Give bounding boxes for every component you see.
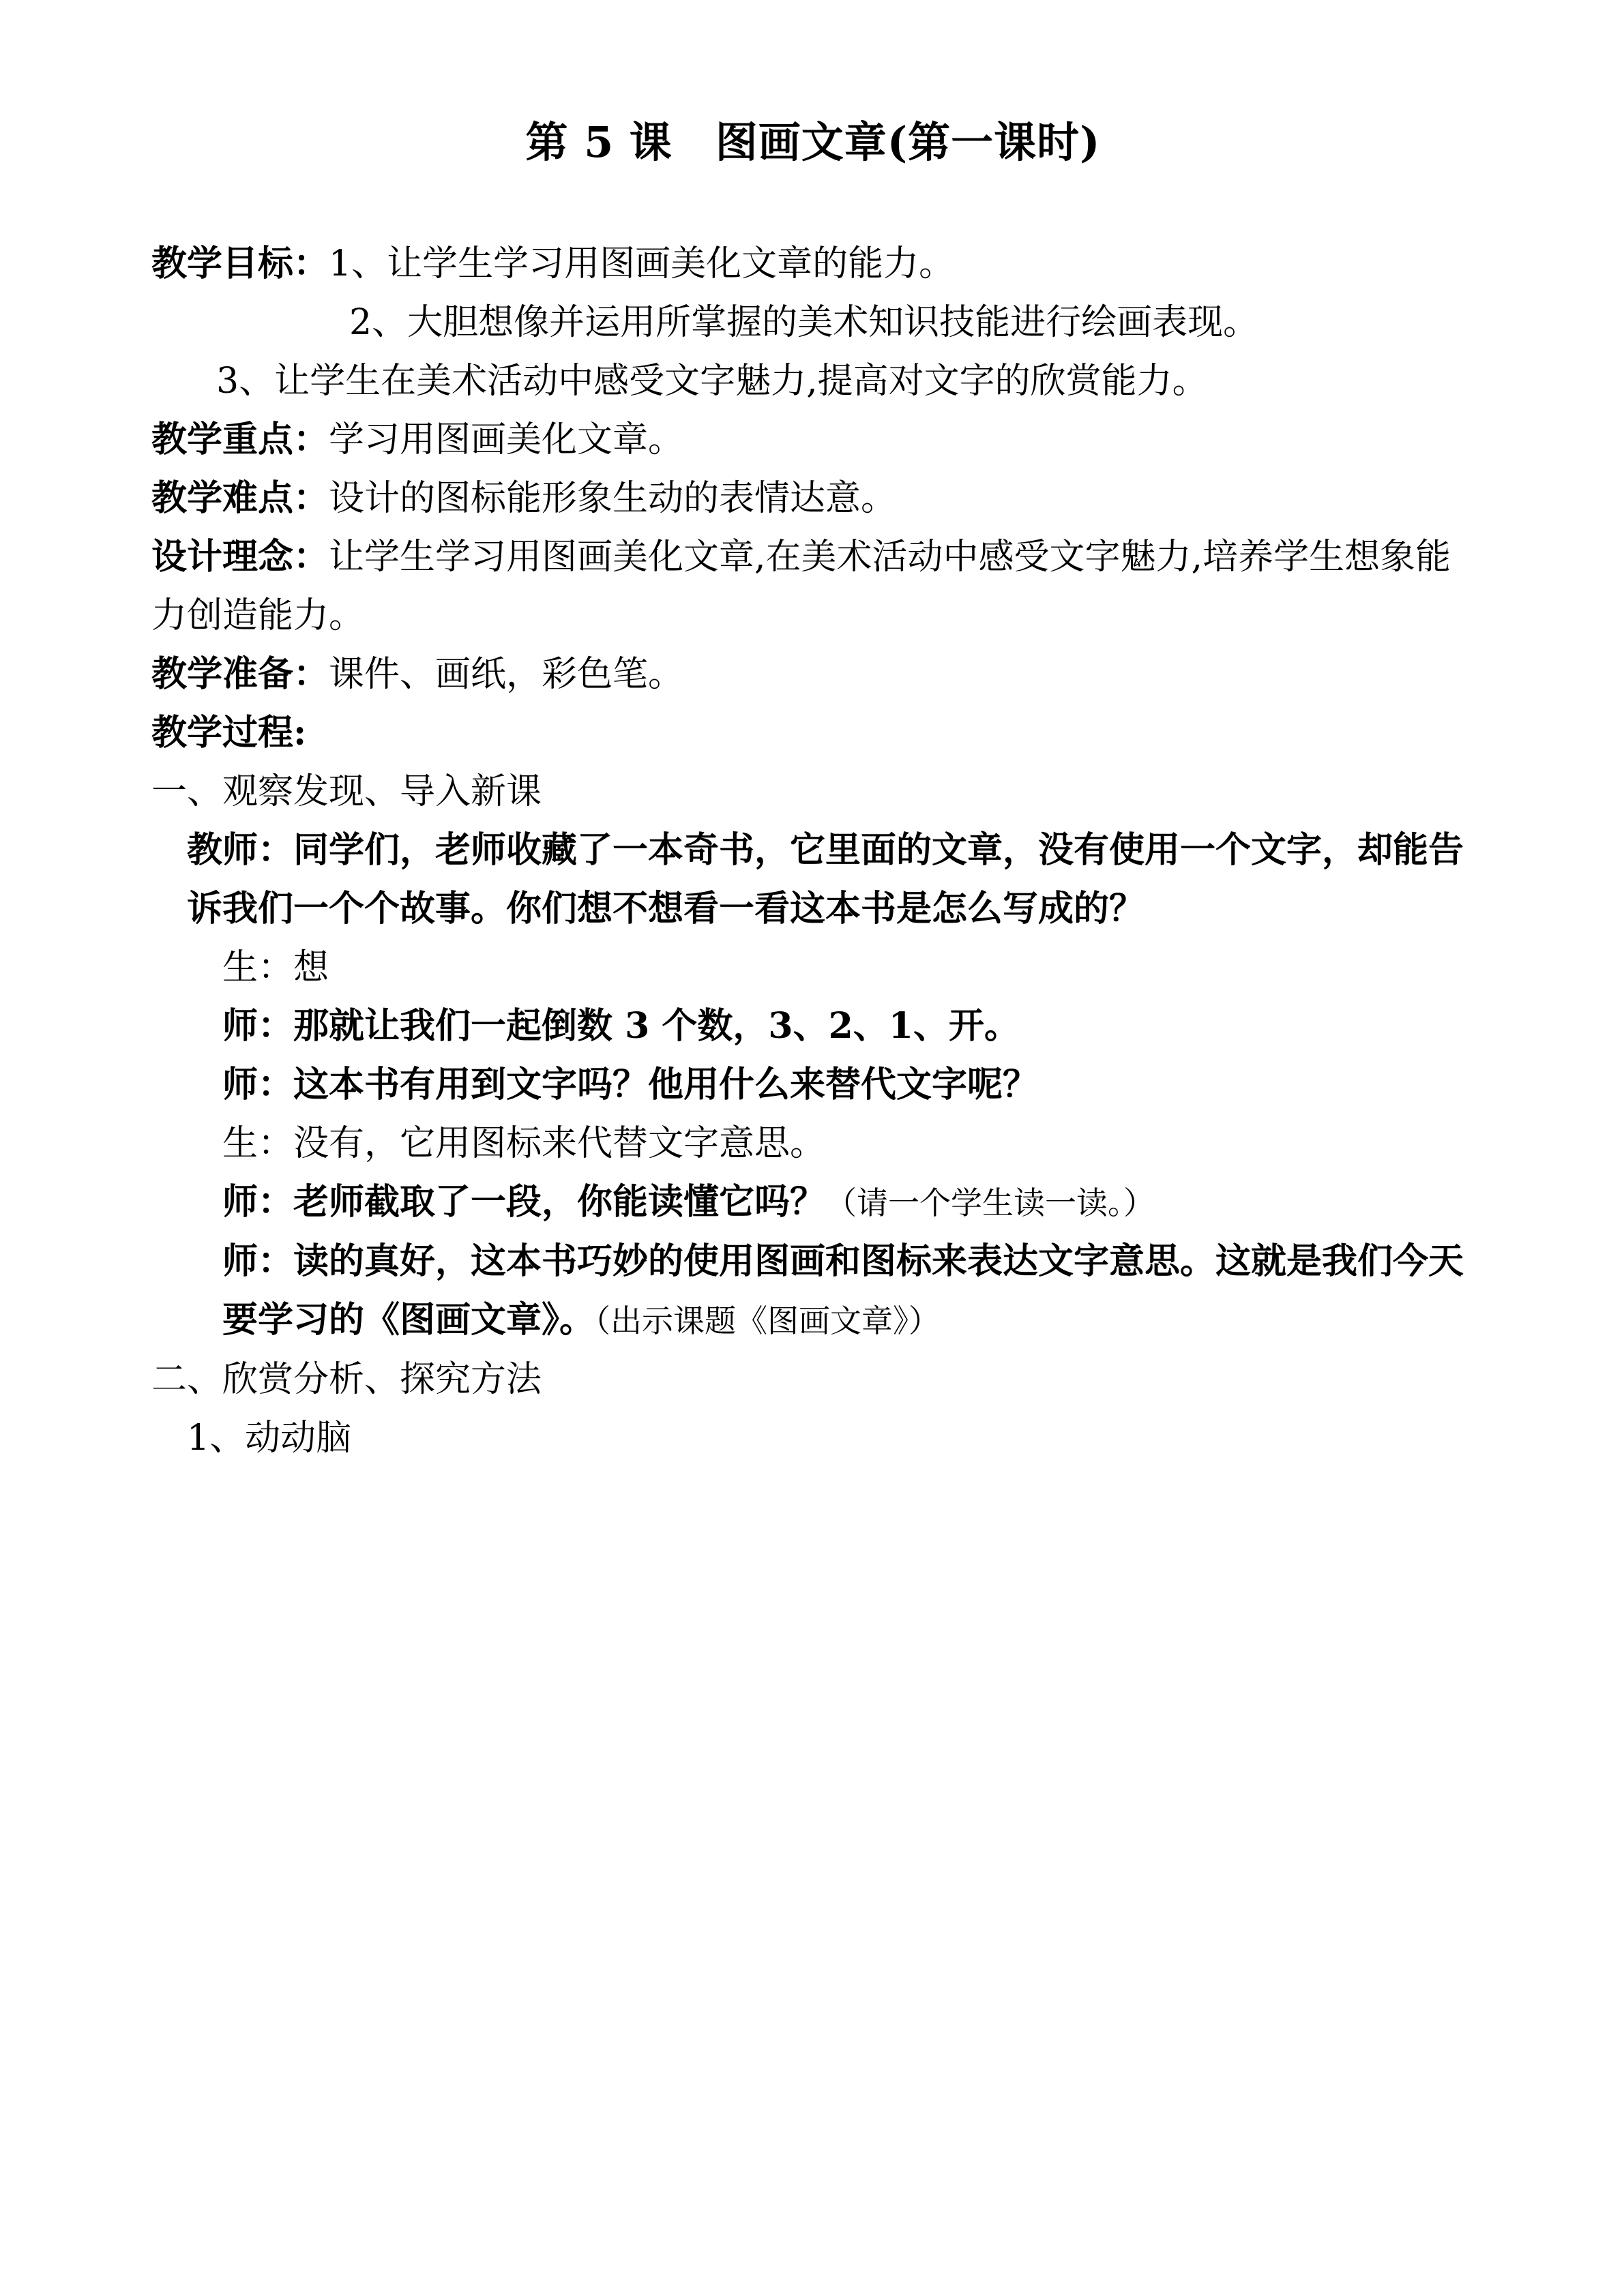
dialogue-speaker: 师：	[222, 1005, 294, 1047]
dialogue-text: 想	[293, 947, 329, 988]
dialogue-speaker: 生：	[222, 947, 294, 988]
dialogue-text: 读的真好，这本书巧妙的使用图画和图标来表达文字意思。这就是我们今天要学习的《图画文章》。	[222, 1240, 1464, 1341]
page-title: 第 5 课 图画文章(第一课时)	[525, 117, 1101, 167]
dialogue-speaker: 教师：	[187, 829, 294, 871]
process-label: 教学过程:	[151, 712, 307, 754]
dialogue-text: 老师截取了一段，你能读懂它吗？	[293, 1181, 826, 1223]
dialogue-text: 同学们，老师收藏了一本奇书，它里面的文章，没有使用一个文字，却能告诉我们一个个故事。你们想不想看一看这本书是怎么写成的？	[187, 829, 1464, 929]
dialogue-line-student-2	[151, 1114, 1475, 1173]
dialogue-line-teacher-4	[151, 1173, 1475, 1232]
difficulty-label: 教学难点：	[151, 477, 329, 519]
process-part-two-item-1: 1、动动脑	[187, 1418, 352, 1459]
process-part-one-heading: 一、观察发现、导入新课	[151, 771, 542, 812]
title-spacer	[151, 164, 1475, 235]
dialogue-text: 这本书有用到文字吗？他用什么来替代文字呢？	[293, 1064, 1039, 1105]
dialogue-speaker: 师：	[222, 1064, 294, 1105]
objectives-label: 教学目标：	[151, 243, 329, 284]
design-concept-label: 设计理念：	[151, 536, 329, 578]
dialogue-line-teacher-intro	[151, 821, 1475, 938]
objectives-item-1: 1、让学生学习用图画美化文章的能力。	[329, 243, 955, 284]
preparation-label: 教学准备：	[151, 653, 329, 695]
dialogue-speaker: 师：	[222, 1181, 294, 1223]
dialogue-note: （请一个学生读一读。）	[825, 1184, 1155, 1221]
key-point-label: 教学重点：	[151, 419, 329, 460]
design-concept-text: 让学生学习用图画美化文章,在美术活动中感受文字魅力,培养学生想象能力创造能力。	[151, 537, 1451, 636]
dialogue-speaker: 生：	[222, 1123, 294, 1164]
preparation-line	[151, 645, 1475, 704]
process-part-two-heading: 二、欣赏分析、探究方法	[151, 1359, 542, 1400]
dialogue-line-teacher-3	[151, 1056, 1475, 1114]
dialogue-note: （出示课题《图画文章》）	[595, 1302, 941, 1339]
key-point-text: 学习用图画美化文章。	[329, 419, 684, 460]
difficulty-line	[151, 469, 1475, 528]
objectives-line-1	[151, 235, 1475, 293]
difficulty-text: 设计的图标能形象生动的表情达意。	[329, 478, 897, 519]
objectives-item-3: 3、让学生在美术活动中感受文字魅力,提高对文字的欣赏能力。	[216, 361, 1208, 402]
dialogue-line-teacher-5	[151, 1232, 1475, 1350]
dialogue-text: 那就让我们一起倒数 3 个数，3、2、1、开。	[293, 1005, 1020, 1047]
preparation-text: 课件、画纸，彩色笔。	[329, 654, 684, 695]
design-concept-line	[151, 528, 1475, 645]
dialogue-line-teacher-2	[151, 997, 1475, 1056]
document-body	[151, 0, 1475, 1467]
objectives-item-2: 2、大胆想像并运用所掌握的美术知识技能进行绘画表现。	[349, 302, 1259, 343]
dialogue-line-student-1	[151, 938, 1475, 997]
dialogue-text: 没有，它用图标来代替文字意思。	[293, 1123, 826, 1164]
dialogue-speaker: 师：	[222, 1240, 294, 1282]
key-point-line	[151, 411, 1475, 469]
